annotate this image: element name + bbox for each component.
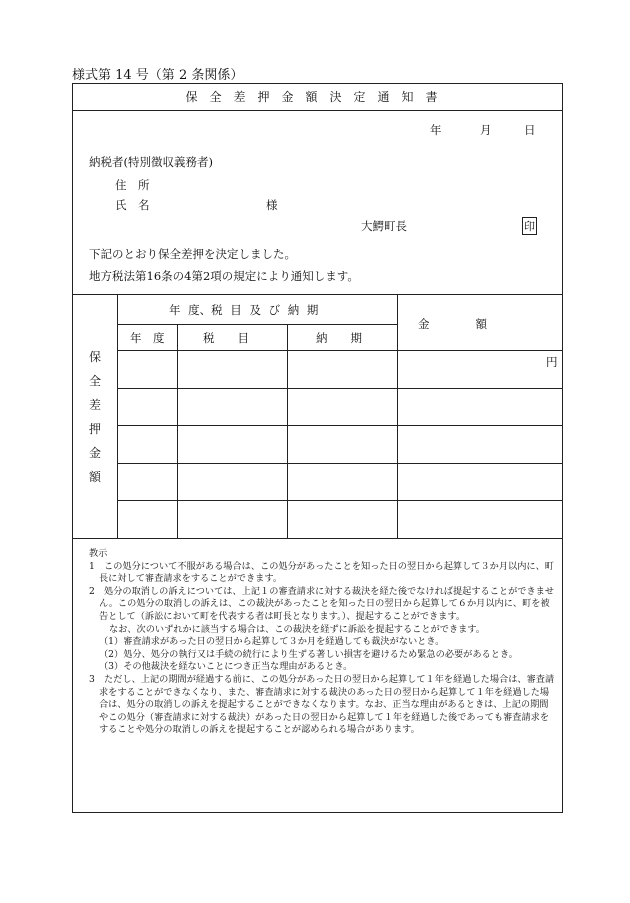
table-header-bottom — [117, 350, 562, 351]
name-label: 氏 名 — [115, 198, 150, 212]
table-row-line-4 — [117, 500, 562, 501]
table-row-line-2 — [117, 425, 562, 426]
side-label-char: 押 — [89, 422, 102, 436]
address-label: 住 所 — [115, 178, 150, 192]
appeal-instructions — [89, 548, 555, 737]
document-title: 保全差押金額決定通知書 — [73, 84, 562, 111]
side-label-char: 差 — [89, 398, 102, 412]
instruction-item: 2 処分の取消しの訴えについては、上記１の審査請求に対する裁決を経た後でなければ提起することができません。この処分の取消しの訴えは、この裁決があったことを知った日の翌日から起算して６か月以内に、町を被告として（訴訟において町を代表する者は町長となります。）、提起することができます。 — [89, 585, 555, 622]
table-bottom-border — [73, 538, 562, 539]
table-group-header-divider — [117, 324, 397, 325]
col-header-amount: 金 額 — [418, 317, 487, 331]
table-group-header: 年 度、税 目 及 び 納 期 — [169, 303, 319, 317]
col-header-tax-item: 税 目 — [203, 331, 249, 345]
instruction-item: 1 この処分について不服がある場合は、この処分があったことを知った日の翌日から起算して３か月以内に、町長に対して審査請求をすることができます。 — [89, 560, 554, 585]
table-row-line-1 — [117, 388, 562, 389]
table-amount-divider — [397, 294, 398, 538]
side-label-char: 全 — [89, 374, 102, 388]
form-number-label: 様式第 14 号（第 2 条関係） — [72, 68, 244, 83]
amount-unit-label: 円 — [546, 355, 558, 369]
issuer-label: 大鰐町長 — [361, 219, 407, 233]
side-label-char: 額 — [89, 470, 102, 484]
table-col-divider-1 — [177, 324, 178, 538]
instruction-item: （1）審査請求があった日の翌日から起算して３か月を経過しても裁決がないとき。 — [99, 636, 445, 648]
instruction-item: （3）その他裁決を経ないことにつき正当な理由があるとき。 — [99, 661, 353, 673]
date-month-label: 月 — [480, 123, 492, 137]
table-side-divider — [117, 294, 118, 538]
body-text-decision: 下記のとおり保全差押を決定しました。 — [89, 247, 296, 261]
side-label-char: 金 — [89, 446, 102, 460]
side-label-char: 保 — [89, 350, 102, 364]
honorific-label: 様 — [266, 198, 278, 212]
table-row-line-3 — [117, 463, 562, 464]
notice-form — [72, 83, 563, 813]
taxpayer-label: 納税者(特別徴収義務者) — [89, 155, 213, 169]
table-top-border — [73, 294, 562, 295]
instruction-item: （2）処分、処分の執行又は手続の続行により生ずる著しい損害を避けるため緊急の必要があるとき。 — [99, 648, 518, 660]
instruction-item: 3 ただし、上記の期間が経過する前に、この処分があった日の翌日から起算して１年を経過した場合は、審査請求をすることができなくなり、また、審査請求に対する裁決のあった日の翌日から起算して１年を経過した場合は、処分の取消しの訴えを提起することができなくなります。なお、正当な理由があるときは、上記の期間やこの処分（審査請求に対する裁決）があった日の翌日から起算して１年を経過した後であっても審査請求をすることや処分の取消しの訴えを提起することが認められる場合があります。 — [89, 673, 555, 736]
instructions-heading: 教示 — [89, 548, 108, 559]
instruction-item: なお、次のいずれかに該当する場合は、この裁決を経ずに訴訟を提起することができます。 — [109, 623, 485, 635]
col-header-due: 納 期 — [316, 331, 362, 345]
col-header-year: 年 度 — [130, 331, 165, 345]
date-year-label: 年 — [430, 123, 442, 137]
table-col-divider-2 — [287, 324, 288, 538]
date-day-label: 日 — [524, 123, 536, 137]
seal-mark: 印 — [522, 217, 537, 235]
body-text-legal-basis: 地方税法第16条の4第2項の規定により通知します。 — [89, 269, 359, 283]
